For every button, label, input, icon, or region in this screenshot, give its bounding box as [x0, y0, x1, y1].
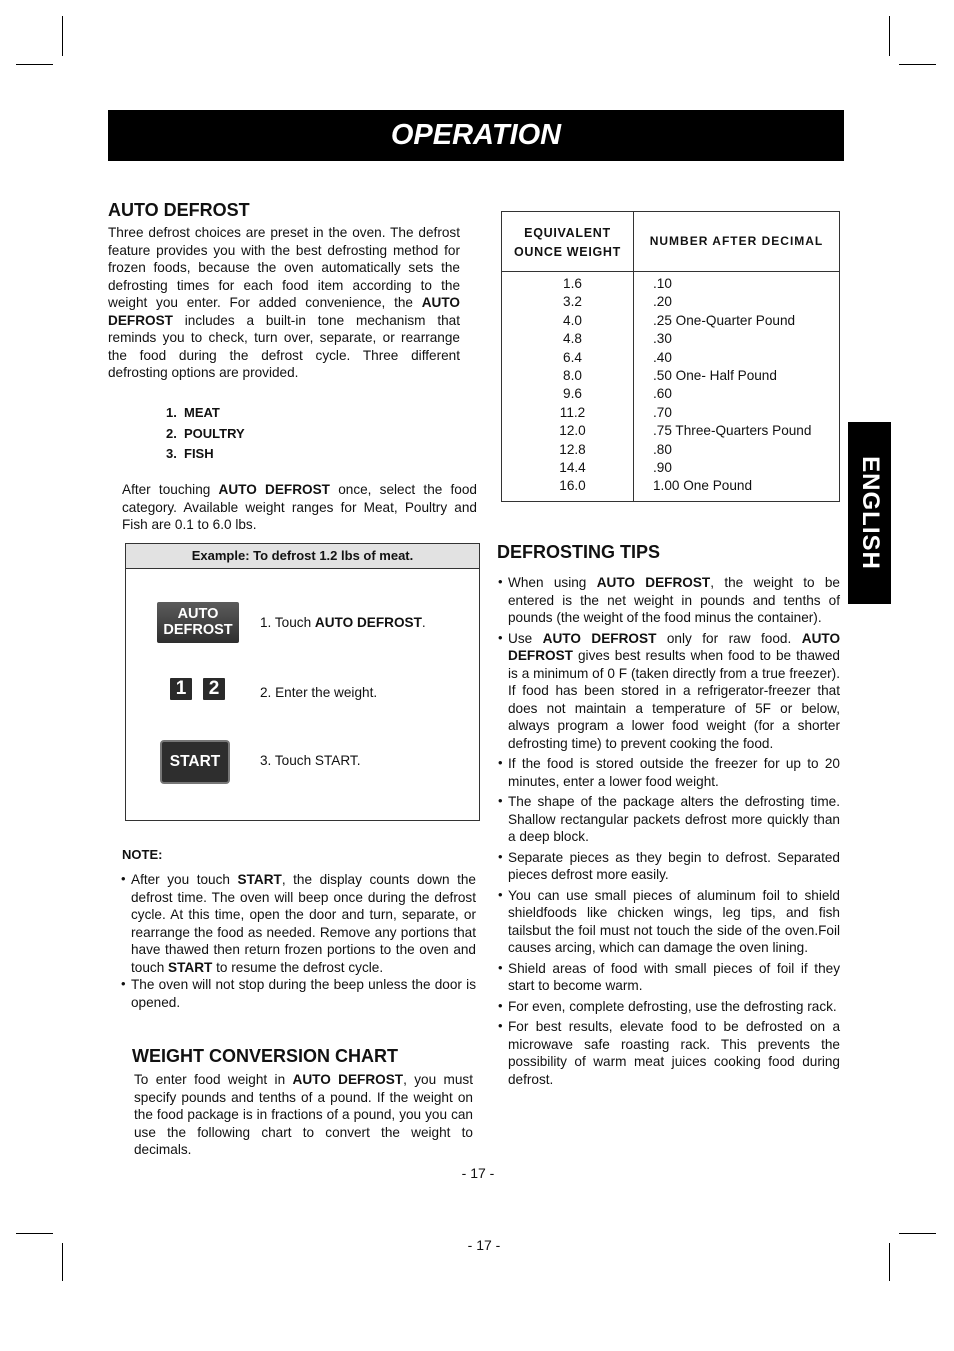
list-item [498, 849, 840, 884]
page-title: OPERATION [390, 119, 562, 151]
start-key-icon [160, 740, 230, 784]
auto-defrost-key-icon [157, 602, 239, 643]
decimal-cell: .25 One-Quarter Pound [653, 312, 796, 328]
auto-defrost-after-text [122, 481, 477, 534]
option-label: POULTRY [184, 425, 245, 441]
step-text-part: . [421, 615, 426, 630]
step-text-bold: AUTO DEFROST [314, 615, 422, 630]
list-item [166, 424, 245, 445]
number-1-key-icon: 1 [170, 678, 192, 700]
decimal-cell: .75 Three-Quarters Pound [653, 423, 812, 439]
tip-bold: AUTO DEFROST [508, 630, 841, 663]
table-row [502, 293, 839, 311]
step-text [260, 615, 426, 630]
tip-text: The shape of the package alters the defrosting time. Shallow rectangular packets defrost more quickly than a deep block. [508, 794, 840, 844]
table-row [502, 367, 839, 385]
list-item [121, 976, 476, 1011]
defrosting-tips-heading: DEFROSTING TIPS [497, 542, 661, 562]
option-number: 1. [166, 405, 177, 420]
tip-text: only for raw food. [656, 630, 802, 646]
intro-text: includes a built-in tone mechanism that reminds you to check, turn over, separate, or rearrange the food during the defrost cycle. Three different defrosting options are provided. [108, 312, 460, 380]
tips-list [498, 574, 840, 1091]
list-item [498, 1018, 840, 1088]
option-number: 2. [166, 425, 177, 441]
chart-bold: AUTO DEFROST [292, 1072, 404, 1087]
note-text: After you touch [131, 872, 238, 887]
decimal-cell: .60 [653, 386, 672, 402]
ounce-cell: 16.0 [559, 478, 586, 494]
option-label: MEAT [184, 405, 220, 420]
table-header-ounce [502, 224, 633, 262]
section-banner [108, 110, 844, 161]
note-text: The oven will not stop during the beep unless the door is opened. [131, 977, 476, 1010]
header-line: OUNCE WEIGHT [513, 245, 621, 259]
tip-text: When using [508, 575, 597, 590]
decimal-cell: 1.00 One Pound [653, 478, 753, 494]
table-header-decimal: NUMBER AFTER DECIMAL [649, 234, 824, 248]
crop-mark [62, 1243, 63, 1281]
auto-defrost-intro [108, 224, 460, 382]
step-text: 3. Touch START. [260, 753, 361, 768]
list-item [498, 887, 840, 957]
tip-text: Shield areas of food with small pieces of foil if they start to become warm. [508, 960, 840, 993]
crop-mark [889, 1243, 890, 1281]
table-row [502, 385, 839, 403]
list-item [498, 574, 840, 627]
note-text: to resume the defrost cycle. [212, 959, 384, 975]
tip-bold: AUTO DEFROST [542, 630, 657, 646]
step-text: 2. Enter the weight. [260, 685, 378, 700]
step-text-part: 1. Touch [260, 615, 315, 630]
ounce-cell: 14.4 [559, 459, 586, 475]
page-number: - 17 - [461, 1165, 495, 1181]
table-header-divider [502, 271, 839, 272]
intro-bold: AUTO DEFROST [108, 295, 460, 328]
list-item [166, 444, 245, 465]
example-title: Example: To defrost 1.2 lbs of meat. [126, 544, 479, 569]
note-text: , the display counts down the defrost time. The oven will beep once during the defrost cycle. At this time, open the door and turn, separate, or rearrange the food as needed. Remove any portions that have thawed then return frozen portions to the oven and touch [131, 872, 476, 975]
number-2-key-icon: 2 [203, 678, 225, 700]
ounce-cell: 8.0 [563, 367, 582, 383]
list-item [498, 630, 840, 753]
tip-text: gives best results when food to be thawed is a minimum of 0 F (taken directly from a true freezer). If food has been stored in a refrigerator-freezer that does not maintain a temperature of 5F or below, always program a lower food weight (for a shorter defrosting time) to prevent cooking the food. [508, 648, 840, 751]
table-row [502, 404, 839, 422]
decimal-cell: .50 One- Half Pound [653, 367, 777, 383]
key-label: DEFROST [163, 621, 233, 638]
tip-text: , the weight to be entered is the net weight in pounds and tenths of pounds (the weight of the food minus the container). [508, 575, 840, 625]
intro-text: Three defrost choices are preset in the oven. The defrost feature provides you with the best defrosting method for frozen foods, because the oven automatically sets the defrosting times for each food item according to the weight you enter. For added convenience, the [108, 225, 460, 310]
chart-text: , you must specify pounds and tenths of a pound. If the weight on the food package is in fractions of a pound, you you can use the following chart to convert the weight to decimals. [134, 1072, 473, 1157]
table-row [502, 441, 839, 459]
list-item [498, 998, 840, 1016]
crop-mark [62, 16, 63, 56]
crop-mark [889, 16, 890, 56]
note-title: NOTE: [122, 847, 163, 862]
table-row [502, 275, 839, 293]
list-item [498, 960, 840, 995]
auto-defrost-heading: AUTO DEFROST [108, 200, 250, 220]
key-label: AUTO [177, 606, 219, 622]
tip-text: For even, complete defrosting, use the defrosting rack. [508, 998, 837, 1014]
option-number: 3. [166, 446, 177, 461]
ounce-cell: 6.4 [563, 349, 582, 365]
decimal-cell: .80 [653, 441, 672, 457]
ounce-cell: 11.2 [559, 404, 586, 420]
decimal-cell: .10 [653, 276, 672, 291]
ounce-cell: 12.0 [559, 423, 586, 439]
chart-text: To enter food weight in [134, 1072, 293, 1087]
decimal-cell: .40 [653, 349, 672, 365]
tip-text: If the food is stored outside the freezer for up to 20 minutes, enter a lower food weight. [508, 756, 840, 789]
table-body [502, 275, 839, 496]
decimal-cell: .90 [653, 459, 672, 475]
defrost-options-list [166, 403, 245, 465]
tip-text: Use [508, 630, 543, 646]
after-text: once, select the food category. Available weight ranges for Meat, Poultry and Fish are 0.1 to 6.0 lbs. [122, 482, 477, 532]
tip-text: You can use small pieces of aluminum foil to shield shieldfoods like chicken wings, leg tips, and fish tailsbut the foil must not touch the side of the oven.Foil causes arcing, which can damage the oven lining. [508, 887, 840, 955]
table-row [502, 330, 839, 348]
ounce-cell: 3.2 [563, 294, 582, 310]
decimal-cell: .30 [653, 331, 672, 347]
ounce-cell: 12.8 [559, 441, 586, 457]
list-item [498, 755, 840, 790]
ounce-cell: 1.6 [563, 276, 582, 291]
ounce-cell: 4.0 [563, 312, 582, 328]
decimal-cell: .70 [653, 404, 672, 420]
language-tab [848, 422, 891, 604]
after-text: After touching [122, 482, 219, 497]
crop-mark [16, 1233, 53, 1234]
after-bold: AUTO DEFROST [218, 482, 330, 497]
crop-mark [899, 64, 936, 65]
tip-bold: AUTO DEFROST [596, 575, 711, 590]
table-row [502, 349, 839, 367]
table-row [502, 459, 839, 477]
table-row [502, 477, 839, 495]
option-label: FISH [184, 446, 214, 461]
conversion-table [501, 211, 840, 502]
tip-text: Separate pieces as they begin to defrost. Separated pieces defrost more easily. [508, 849, 840, 882]
key-label: START [169, 753, 221, 770]
page-number: - 17 - [467, 1237, 501, 1253]
weight-chart-text [134, 1071, 473, 1159]
table-row [502, 312, 839, 330]
crop-mark [16, 64, 53, 65]
example-box [125, 543, 480, 821]
note-list [121, 871, 476, 1011]
ounce-cell: 9.6 [563, 386, 582, 402]
ounce-cell: 4.8 [563, 331, 582, 347]
list-item [166, 403, 245, 424]
note-bold: START [237, 872, 282, 887]
language-tab-label: ENGLISH [856, 456, 884, 570]
table-row [502, 422, 839, 440]
crop-mark [899, 1233, 936, 1234]
decimal-cell: .20 [653, 294, 672, 310]
note-bold: START [168, 959, 213, 975]
tip-text: For best results, elevate food to be defrosted on a microwave safe roasting rack. This prevents the possibility of warm meat juices cooking food during defrost. [508, 1019, 840, 1087]
header-line: EQUIVALENT [524, 226, 611, 240]
list-item [498, 793, 840, 846]
list-item [121, 871, 476, 976]
weight-chart-heading: WEIGHT CONVERSION CHART [132, 1046, 399, 1066]
